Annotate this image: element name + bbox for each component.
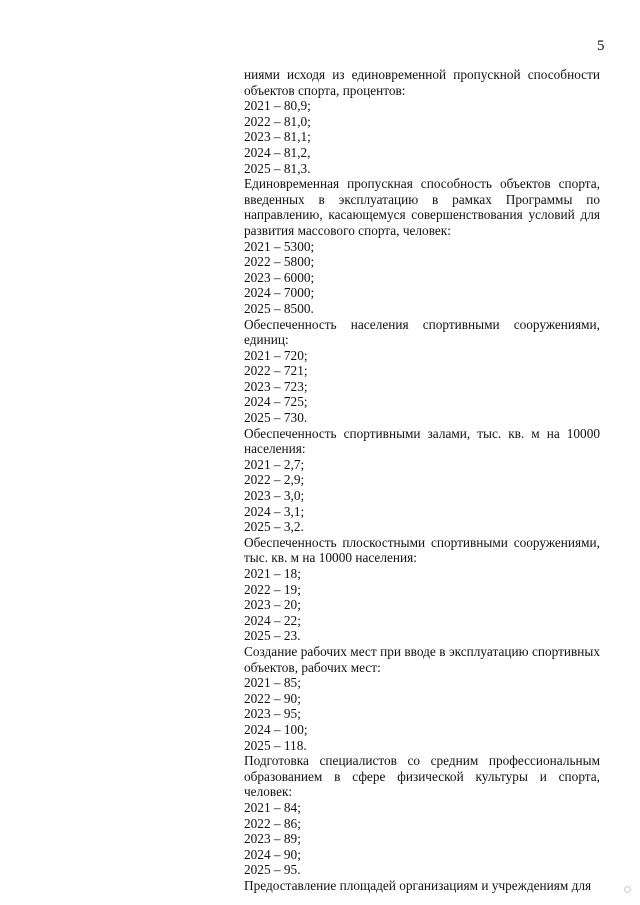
indicator-heading: Предоставление площадей организациям и учреждениям для (244, 877, 592, 893)
indicator-value-row: 2024 – 3,1; (244, 503, 305, 519)
indicator-value-row: 2024 – 81,2, (244, 144, 311, 160)
indicator-value-row: 2025 – 118. (244, 737, 307, 753)
indicator-value-row: 2025 – 23. (244, 628, 301, 644)
indicator-value-row: 2025 – 81,3. (244, 160, 311, 176)
indicator-heading: Создание рабочих мест при вводе в эксплуатацию спортивных объектов, рабочих мест: (244, 643, 600, 675)
indicator-heading: ниями исходя из единовременной пропускной способности объектов спорта, процентов: (244, 67, 600, 98)
indicator-block (244, 753, 600, 878)
indicator-value-row: 2021 – 80,9; (244, 98, 311, 114)
indicator-block (244, 535, 600, 644)
indicator-value-row: 2023 – 89; (244, 831, 301, 847)
indicator-value-row: 2021 – 85; (244, 675, 301, 691)
indicator-value-row: 2022 – 81,0; (244, 113, 311, 129)
indicator-value-row: 2023 – 95; (244, 706, 301, 722)
indicator-value-row: 2021 – 84; (244, 799, 301, 815)
indicator-value-row: 2021 – 18; (244, 566, 301, 581)
indicator-value-row: 2025 – 8500. (244, 300, 314, 316)
indicator-block (244, 317, 600, 426)
indicator-value-row: 2025 – 730. (244, 410, 308, 426)
indicator-block (244, 644, 600, 753)
indicator-value-row: 2025 – 95. (244, 862, 301, 878)
indicator-value-row: 2023 – 20; (244, 597, 301, 613)
indicator-block (244, 176, 600, 316)
indicators-list (244, 67, 600, 893)
scan-mark: ◯ (624, 887, 631, 893)
indicator-heading: Единовременная пропускная способность объектов спорта, введенных в эксплуатацию в рамках Программы по направлению, касающемуся совершенствования условий для развития массового спорта, человек: (244, 176, 600, 238)
indicator-value-row: 2022 – 86; (244, 815, 301, 831)
indicator-value-row: 2022 – 90; (244, 690, 301, 706)
indicator-block (244, 426, 600, 535)
indicator-value-row: 2024 – 100; (244, 721, 308, 737)
indicator-value-row: 2021 – 5300; (244, 238, 315, 254)
indicator-value-row: 2022 – 19; (244, 581, 301, 597)
indicator-value-row: 2022 – 721; (244, 363, 308, 379)
page-number: 5 (597, 38, 605, 54)
indicator-value-row: 2022 – 2,9; (244, 472, 305, 488)
indicator-value-row: 2021 – 2,7; (244, 456, 305, 472)
indicator-value-row: 2023 – 6000; (244, 269, 315, 285)
indicator-value-row: 2024 – 90; (244, 846, 301, 862)
indicator-value-row: 2024 – 725; (244, 394, 308, 410)
indicator-value-row: 2021 – 720; (244, 347, 308, 363)
indicator-value-row: 2023 – 3,0; (244, 488, 305, 504)
indicator-value-row: 2023 – 723; (244, 378, 308, 394)
indicator-block (244, 67, 600, 176)
indicator-value-row: 2022 – 5800; (244, 254, 315, 270)
indicator-value-row: 2024 – 7000; (244, 285, 315, 301)
indicator-heading: Обеспеченность спортивными залами, тыс. кв. м на 10000 населения: (244, 425, 600, 457)
indicator-value-row: 2024 – 22; (244, 612, 301, 628)
indicator-heading: Обеспеченность плоскостными спортивными сооружениями, тыс. кв. м на 10000 населения: (244, 534, 600, 566)
indicator-value-row: 2023 – 81,1; (244, 129, 311, 145)
indicator-heading: Обеспеченность населения спортивными сооружениями, единиц: (244, 316, 600, 348)
indicator-value-row: 2025 – 3,2. (244, 519, 304, 535)
indicator-block (244, 878, 600, 894)
indicator-heading: Подготовка специалистов со средним профессиональным образованием в сфере физической культуры и спорта, человек: (244, 753, 600, 800)
